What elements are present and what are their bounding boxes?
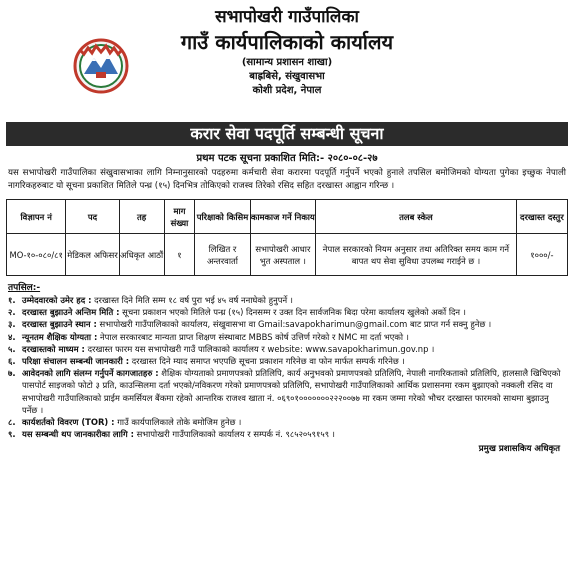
- note-number: ९.: [8, 429, 16, 440]
- table-header-row: [7, 200, 568, 234]
- notes-list: [4, 294, 570, 440]
- list-item: [8, 343, 566, 355]
- address: बाह्रबिसे, संखुवासभा: [249, 70, 325, 82]
- note-number: २.: [8, 307, 16, 318]
- notice-header: [4, 0, 570, 122]
- cell-exam-type: लिखित र अन्तरवार्ता: [195, 234, 250, 276]
- note-key: दरखास्तको माध्यम :: [22, 343, 85, 354]
- note-key: आवेदनको लागि संलग्न गर्नुपर्ने कागजातहरु :: [22, 368, 159, 379]
- note-number: ८.: [8, 417, 16, 428]
- header-count: माग संख्या: [164, 200, 195, 234]
- header-exam-type: परिक्षाको किसिम: [195, 200, 250, 234]
- list-item: [8, 294, 566, 306]
- list-item: [8, 428, 566, 440]
- list-item: [8, 355, 566, 367]
- header-ad-no: विज्ञापन नं: [7, 200, 66, 234]
- cell-count: १: [164, 234, 195, 276]
- table-row: [7, 234, 568, 276]
- header-fee: दरखास्त दस्तुर: [516, 200, 567, 234]
- header-post: पद: [66, 200, 119, 234]
- note-key: उम्मेदवारको उमेर हद :: [22, 295, 92, 305]
- note-text: दरखास्त दिने म्याद समाप्त भएपछि सूचना प्रकाशन गरिनेछ वा फोन मार्फत सम्पर्क गरिनेछ ।: [129, 356, 405, 367]
- note-key: न्यूनतम शैक्षिक योग्यता :: [22, 331, 98, 342]
- nepal-emblem-icon: [70, 34, 132, 96]
- note-text: दरखास्त फारम यस सभापोखरी गाउँ पालिकाको कार्यालय र website: www.savapokharimun.gov.np ।: [84, 343, 435, 354]
- note-number: ४.: [8, 331, 16, 342]
- cell-salary: नेपाल सरकारको नियम अनुसार तथा अतिरिक्त समय काम गर्ने बापत थप सेवा सुविधा उपलब्ध गराईने छ ।: [316, 234, 517, 276]
- cell-fee: १०००/-: [516, 234, 567, 276]
- note-number: ७.: [8, 368, 16, 379]
- header-level: तह: [119, 200, 164, 234]
- municipality-name: सभापोखरी गाउँपालिका: [215, 7, 359, 27]
- note-number: ५.: [8, 343, 16, 354]
- signatory-title: प्रमुख प्रशासकिय अधिकृत: [478, 444, 560, 455]
- list-item: [8, 331, 566, 343]
- list-item: [8, 306, 566, 318]
- note-key: कार्यशर्तको विवरण (TOR) :: [22, 417, 115, 428]
- header-salary: तलब स्केल: [316, 200, 517, 234]
- note-number: ३.: [8, 319, 16, 330]
- header-workplace: कामकाज गर्ने निकाय: [250, 200, 316, 234]
- note-text: गाउँ कार्यपालिकाले तोके बमोजिम हुनेछ ।: [114, 417, 242, 428]
- note-number: ६.: [8, 356, 16, 367]
- note-key: परिक्षा संचालन सम्बन्धी जानकारी :: [22, 356, 130, 367]
- note-text: सभापोखरी गाउँपालिकाको कार्यालय, संखुवासभा वा Gmail:savapokharimun@gmail.com बाट प्राप्त गर्न सक्नु हुनेछ ।: [96, 319, 492, 330]
- cell-ad-no: MO-१०-०८०/८१: [7, 234, 66, 276]
- note-key: दरखास्त बुझाउने अन्तिम मिति :: [22, 307, 120, 318]
- list-item: [8, 416, 566, 428]
- vacancy-table: [6, 199, 568, 276]
- note-text: सूचना प्रकाशन भएको मितिले पन्ध्र (१५) दिनसम्म र उक्त दिन सार्वजनिक बिदा परेमा कार्यालय खुलेको अर्को दिन ।: [119, 307, 466, 318]
- notice-title-banner: करार सेवा पदपूर्ति सम्बन्धी सूचना: [6, 122, 568, 146]
- note-key: दरखास्त बुझाउने स्थान :: [22, 319, 97, 330]
- branch-name: (सामान्य प्रशासन शाखा): [241, 56, 333, 68]
- note-text: शैक्षिक योग्यताको प्रमाणपत्रको प्रतिलिपि, कार्य अनुभवको प्रमाणपत्रको प्रतिलिपि, नेपाली नागरिकताको प्रतिलिपि, हालसालै खिचिएको पासपोर्ट साइजको फोटो ३ प्रति, काउन्सिलमा दर्ता भएको/नविकरण गरेको प्रमाणपत्रको प्रतिलिपि, सभापोखरी गाउँपालिकाको आर्थिक प्रशासनमा रकम बुझाएको नक्कली रसिद वा सभापोखरी गाउँपालिकाको प्राईम कमर्सियल बैंकमा रहेको आन्तरिक राजश्व खाता नं. ०६९०१०००००००२२२००७७ मा रकम जम्मा गरेको भौचर दरखास्त फारमको साथमा बुझाउनु पर्नेछ ।: [22, 368, 561, 415]
- note-text: दरखास्त दिने मिति सम्म १८ वर्ष पुरा भई ४५ वर्ष ननाघेको हुनुपर्ने ।: [91, 295, 293, 305]
- note-text: सभापोखरी गाउँपालिकाको कार्यालय र सम्पर्क नं. ९८५२०५९१५९ ।: [133, 429, 335, 440]
- note-text: नेपाल सरकारबाट मान्यता प्राप्त शिक्षण संस्थाबाट MBBS कोर्ष उत्तिर्ण गरेको र NMC मा दर्ता भएको ।: [97, 331, 409, 342]
- cell-post: मेडिकल अफिसर: [66, 234, 119, 276]
- list-item: [8, 318, 566, 330]
- publication-date: प्रथम पटक सूचना प्रकाशित मिति:- २०८०-०८-२७: [196, 153, 378, 164]
- cell-workplace: सभापोखरी आधार भुत अस्पताल ।: [250, 234, 316, 276]
- office-name: गाउँ कार्यपालिकाको कार्यालय: [180, 29, 394, 54]
- notes-title: तपसिल:-: [8, 283, 41, 293]
- intro-paragraph: यस सभापोखरी गाउँपालिका संखुवासभाका लागि निम्नानुसारको पदहरुमा कर्मचारी सेवा करारमा पदपूर्ति गर्नुपर्ने भएको हुनाले तपसिल बमोजिमको योग्यता पुगेका इच्छुक नेपाली नागरिकहरुबाट यो सूचना प्रकाशित मितिले पन्ध्र (१५) दिनभित्र तोकिएको राजस्व तिरेको रसिद सहित दरखास्त आह्वान गरिन्छ ।: [8, 168, 566, 191]
- note-number: १.: [8, 295, 16, 305]
- province: कोशी प्रदेश, नेपाल: [252, 84, 322, 96]
- note-key: यस सम्बन्धी थप जानकारीका लागि :: [22, 429, 134, 440]
- list-item: [8, 367, 566, 416]
- cell-level: अधिकृत आठौं: [119, 234, 164, 276]
